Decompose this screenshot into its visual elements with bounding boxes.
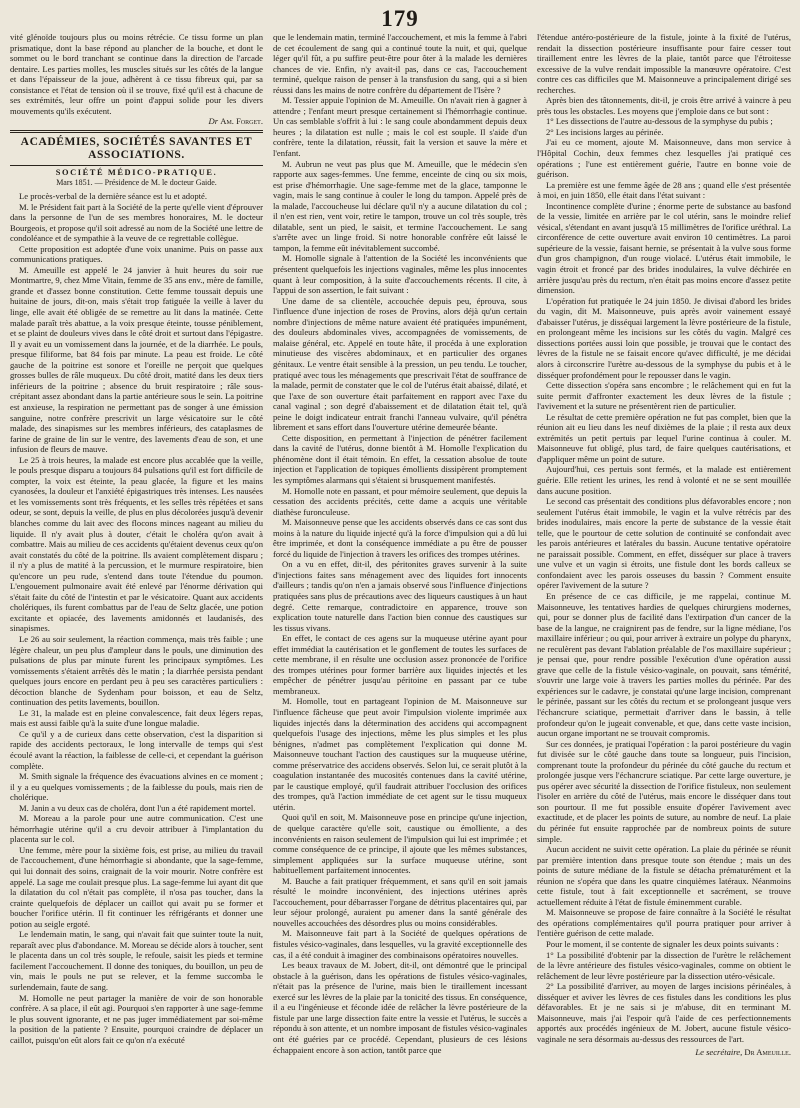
- paragraph: La première est une femme âgée de 28 ans ; quand elle s'est présentée à moi, en juin 1850, elle était dans l'état suivant :: [537, 179, 791, 201]
- paragraph: En présence de ce cas difficile, je me rappelai, continue M. Maisonneuve, les tentatives hardies de quelques chirurgiens modernes, qui, pour se donner plus de facilité dans l'extirpation d'un cancer de la base de la langue, ne craignirent pas de fendre, sur la ligne médiane, l'os maxillaire inférieur ; ou qui, pour arriver à extraire un polype du pharynx, ne reculèrent pas devant l'ablation préalable de l'os maxillaire supérieur ; je pensai que, pour rendre possible l'exécution d'une opération aussi grave que celle de la fistule vésico-vaginale, on pouvait, sans témérité, s'ouvrir une large voie à travers les parties molles du périnée. Par des expériences sur le cadavre, je constatai qu'une large incision, comprenant le périnée, passant sur les côtés du rectum et se prolongeant jusque vers l'échancrure sciatique, permettait d'arriver dans le bassin, à telle profondeur qu'on le jugeait convenable, et que, dans cette vaste incision, aucun organe important ne se trouvait compromis.: [537, 590, 791, 739]
- paragraph: Pour le moment, il se contente de signaler les deux points suivants :: [546, 939, 779, 950]
- column-3-text: [537, 32, 791, 1045]
- paragraph: Le résultat de cette première opération ne fut pas complet, bien que la réunion ait eu lieu dans les neuf dixièmes de la plaie ; il resta aux deux extrémités un petit pertuis par lequel l'urine continua à couler. M. Maisonneuve fut obligé, plus tard, de faire quelques cautérisations, et d'appliquer même un point de suture.: [537, 411, 791, 464]
- paragraph: Cette dissection s'opéra sans encombre ; le relâchement qui en fut la suite permit d'affronter exactement les deux lèvres de la fistule ; l'avivement et la suture ne présentèrent rien de particulier.: [537, 380, 791, 412]
- author-name: Am. Forget.: [220, 116, 263, 127]
- paragraph: On a vu en effet, dit-il, des péritonites graves survenir à la suite d'injections faites sans ménagement avec des liquides fort innocents d'ailleurs ; tandis qu'on n'en a jamais observé sous l'influence d'injections pratiquées sans plus de précautions avec des liqueurs caustiques à un haut degré. Cette remarque, contradictoire en apparence, trouve son explication toute naturelle dans l'action bien connue des caustiques sur les tissus vivans.: [273, 559, 527, 633]
- paragraph: 2° Les incisions larges au périnée.: [546, 126, 664, 137]
- paragraph: L'opération fut pratiquée le 24 juin 1850. Je divisai d'abord les brides du vagin, dit M. Maisonneuve, puis après avoir vainement essayé d'abaisser l'utérus, je disséquai largement la lèvre postérieure de la fistule, en prolongeant même les incisions sur les côtés du vagin. Malgré ces dissections portées aussi loin que possible, je trouvai que le contact des lèvres de la fistule ne se faisait encore qu'avec difficulté, je me décidai alors à circonscrire l'urètre au-dessous de la symphyse du pubis et à le disséquer profondément pour le repousser dans le vagin.: [537, 295, 791, 380]
- paragraph: 1° Les dissections de l'autre au-dessous de la symphyse du pubis ;: [546, 116, 773, 127]
- paragraph: 2° La possibilité d'arriver, au moyen de larges incisions périnéales, à disséquer et aviver les lèvres de ces fistules dans les conditions les plus défavorables. Et je ne sais si je m'abuse, dit en terminant M. Maisonneuve, mais j'ai l'espoir qu'à l'aide de ces perfectionnements apportés aux procédés ingénieux de M. Jobert, aucune fistule vésico-vaginale ne sera désormais au-dessus des ressources de l'art.: [537, 981, 791, 1044]
- page-number: 179: [381, 6, 419, 31]
- paragraph: l'étendue antéro-postérieure de la fistule, jointe à la fixité de l'utérus, rendait la dissection postérieure insuffisante pour faire cesser tout tiraillement entre les lèvres de la plaie, tantôt parce que l'étroitesse excessive de la vulve rendait impossible la manœuvre opératoire. C'est contre ces cas difficiles que M. Maisonneuve a principalement dirigé ses recherches.: [537, 32, 791, 95]
- paragraph: En effet, le contact de ces agens sur la muqueuse utérine ayant pour effet immédiat la cautérisation et le gonflement de toutes les surfaces de cette membrane, il en résulte une occlusion assez prononcée de l'orifice des trompes utérines pour former barrière aux liquides injectés et les empêcher de pénétrer jusqu'au péritoine en passant par ce tube membraneux.: [273, 633, 527, 696]
- paragraph: M. Moreau a la parole pour une autre communication. C'est une hémorrhagie utérine qu'il a cru devoir attribuer à l'implantation du placenta sur le col.: [10, 813, 263, 845]
- paragraph: que le lendemain matin, terminé l'accouchement, et mis la femme à l'abri de cet écoulement de sang qui a continué toute la nuit, et qui, quelque léger qu'il fût, a pu suffire peut-être pour ôter à la malade les dernières chances de vie. Enfin, n'y avait-il pas, dans ce cas, l'accouchement terminé, quelque raison de penser à la transfusion du sang, qui a si bien réussi dans les mains de notre confrère du département de l'Isère ?: [273, 32, 527, 95]
- paragraph: Le procès-verbal de la dernière séance est lu et adopté.: [19, 191, 208, 202]
- paragraph: Après bien des tâtonnements, dit-il, je crois être arrivé à vaincre à peu près tous les obstacles. Les moyens que j'emploie dans ce but sont :: [537, 95, 791, 116]
- section-title: ACADÉMIES, SOCIÉTÉS SAVANTES ET ASSOCIATIONS.: [20, 135, 253, 161]
- paragraph: M. Homolle ne peut partager la manière de voir de son honorable confrère. A sa place, il eût agi. Pourquoi s'en rapporter à une sage-femme le plus souvent ignorante, et ne pas juger immédiatement par soi-même la position de la patiente ? Ensuite, pourquoi craindre de déplacer un caillot, puisqu'on eût alors fait ce qu'on n'a exécuté: [10, 992, 263, 1045]
- paragraph: Quoi qu'il en soit, M. Maisonneuve pose en principe qu'une injection, de quelque caractère qu'elle soit, caustique ou émolliente, a des inconvénients en raison seulement de l'impulsion qui lui est imprimée ; et comme conséquence de ce principe, il ajoute que les mêmes substances, simplement appliquées sur la surface muqueuse utérine, sont habituellement parfaitement innocentes.: [273, 812, 527, 876]
- column-2-text: [273, 32, 527, 1055]
- paragraph: M. Smith signale la fréquence des évacuations alvines en ce moment ; il y a eu quelques vomissements ; de la faiblesse du pouls, mais rien de cholérique.: [10, 771, 263, 803]
- paragraph: M. Tessier appuie l'opinion de M. Ameuille. On n'avait rien à gagner à attendre ; l'enfant meurt presque certainement si l'hémorrhagie continue. Un cas semblable s'offrit à lui : le sang coule abondamment depuis deux heures ; la dilatation est nulle ; mais le col est souple. Il s'aide d'un confrère, tente la dilatation, réussit, fait la version et sauve la mère et l'enfant.: [273, 95, 527, 159]
- signature-label: Le secrétaire,: [695, 1046, 743, 1057]
- paragraph: M. Homolle, tout en partageant l'opinion de M. Maisonneuve sur l'influence fâcheuse que peut avoir l'impulsion violente imprimée aux liquides injectés dans la détermination des accidens qui accompagnent quelquefois l'usage des injections, même les plus simples et les plus bénignes, n'admet pas complètement l'explication qui donne M. Maisonneuve touchant l'action des caustiques sur la muqueuse utérine, comme préservatrice des accidens observés. Selon lui, ce serait plutôt à la coagulation instantanée des mucosités contenues dans la cavité utérine, par le caustique employé, qu'il faudrait attribuer l'occlusion des orifices des trompes, qu'à l'action immédiate de cet agent sur le tissu muqueux utérin.: [273, 696, 527, 812]
- paragraph: Aucun accident ne suivit cette opération. La plaie du périnée se réunit par première intention dans presque toute son étendue ; mais un des points de suture médiane de la fistule se détacha prématurément et la réunion ne s'opéra que dans les quatre cinquièmes latéraux. Néanmoins cette fistule, tout à fait exceptionnelle et sacrément, se trouve actuellement réduite à l'état de fistule éminemment curable.: [537, 844, 791, 907]
- column-3: [537, 32, 791, 1100]
- section-rule: [10, 165, 263, 166]
- column-1: [10, 32, 263, 1100]
- paragraph: Aujourd'hui, ces pertuis sont fermés, et la malade est entièrement guérie. Elle retient les urines, les rend à volonté et ne se sent mouillée dans aucune position.: [537, 464, 791, 496]
- paragraph: Le 26 au soir seulement, la réaction commença, mais très faible ; une légère chaleur, un peu plus d'ampleur dans le pouls, une diminution des pulsations de plus par minute furent les principaux symptômes. Les vomissements s'étaient arrêtés dès le matin ; la diarrhée persista pendant quelques jours encore en perdant peu à peu ses caractères particuliers : décoction blanche de Sydenham pour boisson, et eau de Seltz, continuation des petits lavements, bouillon.: [10, 633, 263, 708]
- column-2: [273, 32, 527, 1100]
- paragraph: Sur ces données, je pratiquai l'opération : la paroi postérieure du vagin fut divisée sur le côté gauche dans toute sa longueur, puis l'incision, comprenant toute la profondeur du périnée du côté gauche du rectum et prolongée jusque vers l'échancrure sciatique. Par cette large ouverture, je pus opérer avec sécurité la dissection de l'orifice fistuleux, non seulement l'isoler en arrière du côté de l'utérus, mais encore le disséquer dans tout son pourtour. Il me fut possible ensuite d'opérer l'avivement avec exactitude, et de placer les points de suture, au nombre de neuf. La plaie du périnée fut ensuite rapprochée par de nombreux points de suture simple.: [537, 738, 791, 844]
- paragraph: Une femme, mère pour la sixième fois, est prise, au milieu du travail de l'accouchement, d'une hémorrhagie si abondante, que la sage-femme, qui lui donnait des soins, craignait de la voir mourir. Notre confrère est appelé. La sage me coulait presque plus. La sage-femme lui ayant dit que la dilatation du col n'était pas complète, il n'osa pas toucher, dans la crainte quelquefois de déplacer un caillot qui avait pu se former et boucher l'orifice utérin. Il fit continuer les réfrigérants et donner une potion au seigle ergoté.: [10, 844, 263, 929]
- paragraph: J'ai eu ce moment, ajoute M. Maisonneuve, dans mon service à l'Hôpital Cochin, deux femmes chez lesquelles j'ai pratiqué ces opérations ; l'une est entièrement guérie, l'autre en bonne voie de guérison.: [537, 137, 791, 180]
- paragraph: Le 31, la malade est en pleine convalescence, fait deux légers repas, mais est aussi faible qu'à la suite d'une longue maladie.: [10, 707, 263, 729]
- paragraph: M. Aubrun ne veut pas plus que M. Ameuille, que le médecin s'en rapporte aux sages-femmes. Une femme, enceinte de cinq ou six mois, est prise d'hémorrhagie. Une sage-femme met de la glace, tamponne le vagin, mais le sang continue à couler le long du tampon. Appelé près de la malade, l'accoucheuse lui déclare qu'il n'y a aucune dilatation du col ; il n'en est rien, vent voir, retire le tampon, trouve un col très souple, très dilatable, sent un pied, le saisit, et termine l'accouchement. Le sang s'arrête avec un linge froid. Si notre honorable confrère eût laissé le tampon, la femme eût inévitablement succombé.: [273, 158, 527, 253]
- session-line: Mars 1851. — Présidence de M. le docteur Gaide.: [56, 178, 217, 188]
- section-rule: [10, 130, 263, 133]
- paragraph: vité glénoïde toujours plus ou moins rétrécie. Ce tissu forme un plan prismatique, dont la base répond au plancher de la bouche, et dont le sommet ou le bord tranchant se continue dans la direction de l'arcade dentaire. Les parties molles, les muscles situés sur les côtés de la langue et dans l'épaisseur de la joue, adhèrent à ce tissu fibreux qui, par sa consistance et l'état de tension où il se trouve, fixé qu'il est à chacune de ses extrémités, leur offre un point d'appui solide pour les divers mouvements qu'ils exécutent.: [10, 32, 263, 116]
- paragraph: M. Maisonneuve se propose de faire connaître à la Société le résultat des opérations complémentaires qu'il pourra pratiquer pour arriver à l'entière guérison de cette malade.: [537, 907, 791, 939]
- paragraph: M. Bauche a fait pratiquer fréquemment, et sans qu'il en soit jamais résulté le moindre inconvénient, des injections utérines après l'accouchement, pour débarrasser l'organe de détritus placentaires qui, par leur séjour prolongé, auraient pu amener dans la santé générale des nouvelles accouchées des désordres plus ou moins considérables.: [273, 875, 527, 928]
- paragraph: Une dame de sa clientèle, accouchée depuis peu, éprouva, sous l'influence d'une injection de roses de Provins, alors déjà qu'un certain nombre d'injections de même nature avaient été pratiquées impunément, des douleurs abdominales vives, accompagnées de vomissements, de malaise général, etc. Appelé en toute hâte, il procéda à une exploration minutieuse des viscères abdominaux, et en particulier des organes génitaux. Le ventre était sensible à la pression, un peu tendu. Le toucher, pratiqué avec tous les ménagements que prescrivait l'état de souffrance de la malade, permit de constater que le col de l'utérus était abaissé, dilaté, et que l'axe de son ouverture était parfaitement en rapport avec l'axe du canal vaginal ; son degré d'abaissement et de dilatation était tel, qu'à peine le doigt indicateur entrait franchi l'anneau vulvaire, qu'il pénétra librement et sans effort dans l'ouverture utérine demeurée béante.: [273, 295, 527, 433]
- article-author: [10, 116, 263, 127]
- paragraph: M. Maisonneuve fait part à la Société de quelques opérations de fistules vésico-vaginales, dans lesquelles, vu la gravité exceptionnelle des cas, il a été conduit à imaginer des combinaisons opératoires nouvelles.: [273, 928, 527, 960]
- paragraph: Incontinence complète d'urine ; énorme perte de substance au basfond de la vessie, limitée en arrière par le col utérin, sans le moindre relief vésical, s'étendant en avant jusqu'à 15 millimètres de l'orifice uréthral. La circonférence de cette ouverture avait environ 10 centimètres. La paroi supérieure de la vessie, faisant hernie, se présentait à la vulve sous forme d'un gros champignon, d'un rouge violacé. L'utérus était immobile, le vagin étroit et froncé par des brides inodulaires, la vulve déchirée en arrière jusqu'au près du rectum, n'en était pas moins encore d'assez petite dimension.: [537, 200, 791, 296]
- paragraph: Le second cas présentait des conditions plus défavorables encore ; non seulement l'utérus était immobile, le vagin et la vulve rétrécis par des brides inodulaires, mais encore la perte de substance de la vessie était telle, que le pourtour de cette solution de continuité se confondait avec les parois antérieures et latérales du bassin. Aucune tentative opératoire ne paraissait possible. Comment, en effet, disséquer sur place à travers une vulve et un vagin si étroits, une fistule dont les bords calleux se confondaient avec les parois osseuses du bassin ? Comment ensuite opérer l'avivement de la suture ?: [537, 496, 791, 591]
- paragraph: M. Maisonneuve pense que les accidents observés dans ce cas sont dus moins à la nature du liquide injecté qu'à la force d'impulsion qui a dû lui être imprimée, et dont la conséquence immédiate a pu être de pousser forcé du liquide de l'injection à travers les orifices des trompes utérines.: [273, 517, 527, 559]
- paragraph: M. Ameuille est appelé le 24 janvier à huit heures du soir rue Montmartre, 9, chez Mme Vitain, femme de 35 ans env., mère de famille, grande et d'assez bonne constitution. Cette femme toussait depuis une huitaine de jours, dit-on, mais s'était trop fatiguée la veille à laver du linge, elle avait été obligée de se remettre au lit dans la matinée. Cette malade paraît très abattue, a la voix presque éteinte, tousse péniblement, et se plaint de douleurs vives dans le côté droit et surtout dans l'épigastre. Il y avait eu un vomissement dans la journée, et de la diarrhée. Le pouls, presque filiforme, bat 84 fois par minute. La peau est froide. Le côté gauche de la poitrine est sonore et l'oreille ne perçoit que quelques grosses bulles de râle muqueux. Du côté droit, matité dans les deux tiers inférieurs de la poitrine ; absence du bruit respiratoire ; râle sous-crépitant assez abondant dans la partie antérieure sous le sein. La poitrine est anxieuse, la respiration ne permettant pas de songer à une émission sanguine, notre confrère prescrivit un large vésicatoire sur le côté malade, des sinapismes sur les membres inférieurs, des cataplasmes de farine de graine de lin sur le ventre, des lavements d'eau de son, et une infusion de fleurs de mauve.: [10, 264, 263, 455]
- article-ending: [10, 32, 263, 127]
- paragraph: Cette proposition est adoptée d'une voix unanime. Puis on passe aux communications pratiques.: [10, 243, 263, 265]
- paragraph: 1° La possibilité d'obtenir par la dissection de l'urètre le relâchement de la lèvre antérieure des fistules vésico-vaginales, comme on obtient le relâchement de leur lèvre postérieure par la dissection utéro-vésicale.: [537, 949, 791, 981]
- paragraph: M. Homolle note en passant, et pour mémoire seulement, que depuis la cessation des accidents précités, cette dame a acquis une véritable diathèse furonculeuse.: [273, 485, 527, 517]
- paragraph: Le 25 à trois heures, la malade est encore plus accablée que la veille, le pouls presque disparu a toujours 84 pulsations qu'il est fort difficile de compter, la voix est éteinte, la peau glacée, la figure et les mains cyanosées, la douleur et l'anxiété épigastriques très intenses. Les nausées et les vomissements sont très fréquents, et les selles très répétées et sans odeur, se sont, depuis la veille, de plus en plus décolorées jusqu'à devenir blanches comme du lait avec des flocons minces nageant au milieu du liquide. Il n'y avait plus à douter, c'était le choléra qu'on avait à combattre. Mais au milieu de ces accidents qu'étaient devenus ceux qu'on avait constatés du côté de la poitrine. Ils avaient complètement disparu ; il n'y a plus de matité à la percussion, et le murmure respiratoire, bien qu'encore un peu rude, s'entend dans toute l'étendue du poumon. L'engouement pulmonaire avait été enlevé par l'énorme dérivation qui s'était faite du côté de l'intestin et par le vésicatoire. Quant aux accidents cholériques, ils furent combattus par de l'eau de Seltz glacée, une potion excitante et opiacée, des lavements amidonnés et laudanisés, des sinapismes.: [10, 454, 263, 634]
- paragraph: Le lendemain matin, le sang, qui n'avait fait que suinter toute la nuit, reparaît avec plus d'abondance. M. Moreau se décide alors à toucher, sent le placenta dans un col très souple, le refoule, saisit les pieds et termine facilement l'accouchement. Il donne des toniques, du bouillon, un peu de vin, mais le pouls ne put se relever, et la femme succomba le surlendemain, faute de sang.: [10, 929, 263, 993]
- paragraph: Cette disposition, en permettant à l'injection de pénétrer facilement dans la cavité de l'utérus, donne bientôt à M. Homolle l'explication du phénomène dont il était témoin. En effet, la cessation absolue de toute injection et l'application de topiques émollients dissipèrent promptement les symptômes alarmans qui s'étaient si brusquement manifestés.: [273, 432, 527, 485]
- paragraph: Ce qu'il y a de curieux dans cette observation, c'est la disparition si rapide des accidents pectoraux, le long intervalle de temps qui s'est écoulé avant la réaction, la faiblesse de celle-ci, et cependant la guérison complète.: [10, 728, 263, 771]
- paragraph: Les beaux travaux de M. Jobert, dit-il, ont démontré que le principal obstacle à la guérison, dans les opérations de fistules vésico-vaginales, n'était pas la présence de l'urine, mais bien le tiraillement incessant exercé sur les lèvres de la plaie par la tonicité des tissus. En conséquence, il a eu l'ingénieuse et féconde idée de relâcher la lèvre postérieure de la fistule par une large dissection faite entre la vessie et l'utérus, le succès a répondu à son attente, et un nombre imposant de fistules vésico-vaginales ont été guéries par ce procédé. Cependant, plusieurs de ces lésions échappaient encore à son action, tantôt parce que: [273, 960, 527, 1055]
- signature-name: Dr Ameuille.: [744, 1046, 791, 1057]
- author-title: Dr: [208, 116, 219, 127]
- paragraph: M. Homolle signale à l'attention de la Société les inconvénients que présentent quelquefois les injections vaginales, même les plus innocentes quant à leur composition, à la suite d'accouchements récents. Il cite, à l'appui de son assertion, le fait suivant :: [273, 253, 527, 296]
- society-name: SOCIÉTÉ MÉDICO-PRATIQUE.: [55, 167, 218, 177]
- society-report: [10, 191, 263, 1045]
- paragraph: M. le Président fait part à la Société de la perte qu'elle vient d'éprouver dans la personne de l'un de ses membres honoraires, M. le docteur Bourgeois, et propose qu'il soit adressé au nom de la Société une lettre de condoléance et de sympathie à la veuve de ce regrettable collègue.: [10, 201, 263, 244]
- secretary-signature: [537, 1047, 791, 1058]
- paragraph: M. Janin a vu deux cas de choléra, dont l'un a été rapidement mortel.: [19, 802, 256, 813]
